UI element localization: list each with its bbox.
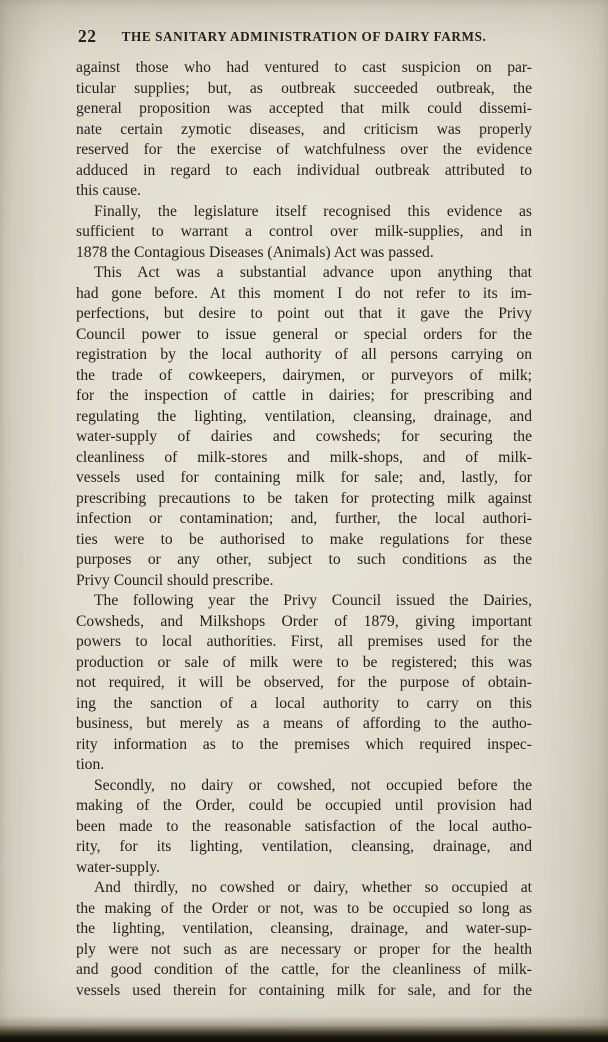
- text-line: the lighting, ventilation, cleansing, drainage, and water-sup-: [76, 920, 532, 937]
- text-line: perfections, but desire to point out that it gave the Privy: [76, 305, 532, 322]
- text-line: and good condition of the cattle, for the cleanliness of milk-: [76, 961, 532, 978]
- text-line: ticular supplies; but, as outbreak succeeded outbreak, the: [76, 79, 532, 97]
- text-line: for the inspection of cattle in dairies; for prescribing and: [76, 387, 532, 404]
- text-line: Finally, the legislature itself recognised this evidence as: [94, 202, 532, 220]
- text-line: Privy Council should prescribe.: [76, 571, 274, 589]
- text-line: not required, it will be observed, for the purpose of obtain-: [76, 674, 532, 691]
- text-line: vessels used for containing milk for sale; and, lastly, for: [76, 469, 532, 486]
- text-line: business, but merely as a means of affording to the autho-: [76, 715, 532, 732]
- text-line: production or sale of milk were to be registered; this was: [76, 653, 532, 671]
- text-line: ply were not such as are necessary or proper for the health: [76, 940, 532, 958]
- text-line: adduced in regard to each individual outbreak attributed to: [76, 161, 532, 179]
- text-line: infection or contamination; and, further, the local authori-: [76, 510, 532, 527]
- text-line: water-supply of dairies and cowsheds; for securing the: [76, 428, 532, 445]
- text-line: And thirdly, no cowshed or dairy, whether so occupied at: [94, 879, 532, 896]
- page-number: 22: [78, 26, 97, 46]
- text-line: Secondly, no dairy or cowshed, not occupied before the: [94, 776, 532, 794]
- running-title: THE SANITARY ADMINISTRATION OF DAIRY FARMS.: [121, 29, 487, 44]
- text-line: the trade of cowkeepers, dairymen, or purveyors of milk;: [76, 366, 532, 384]
- text-line: This Act was a substantial advance upon anything that: [94, 264, 532, 281]
- text-line: against those who had ventured to cast suspicion on par-: [76, 59, 532, 76]
- text-line: Cowsheds, and Milkshops Order of 1879, giving important: [76, 612, 532, 630]
- text-line: making of the Order, could be occupied until provision had: [76, 797, 532, 814]
- text-line: been made to the reasonable satisfaction of the local autho-: [76, 817, 532, 835]
- text-line: regulating the lighting, ventilation, cleansing, drainage, and: [76, 407, 532, 425]
- page-bottom-edge: [0, 1016, 608, 1042]
- page-body: [76, 58, 532, 1001]
- text-line: Council power to issue general or special orders for the: [76, 325, 532, 343]
- text-line: The following year the Privy Council issued the Dairies,: [94, 592, 532, 609]
- text-line: cleanliness of milk-stores and milk-shops, and of milk-: [76, 448, 532, 466]
- text-line: rity information as to the premises which required inspec-: [76, 735, 532, 753]
- text-line: tion.: [76, 756, 105, 773]
- text-line: general proposition was accepted that milk could dissemi-: [76, 100, 532, 117]
- text-line: water-supply.: [76, 858, 160, 876]
- text-line: prescribing precautions to be taken for protecting milk against: [76, 489, 532, 507]
- text-line: this cause.: [76, 182, 141, 199]
- text-line: reserved for the exercise of watchfulness over the evidence: [76, 141, 532, 158]
- text-line: purposes or any other, subject to such conditions as the: [76, 551, 532, 568]
- text-line: powers to local authorities. First, all premises used for the: [76, 633, 532, 650]
- text-line: registration by the local authority of all persons carrying on: [76, 346, 532, 363]
- text-line: the making of the Order or not, was to be occupied so long as: [76, 899, 532, 917]
- text-line: nate certain zymotic diseases, and criticism was properly: [76, 120, 532, 138]
- text-line: ties were to be authorised to make regulations for these: [76, 530, 532, 548]
- text-line: had gone before. At this moment I do not refer to its im-: [76, 284, 532, 302]
- text-line: sufficient to warrant a control over milk-supplies, and in: [76, 223, 532, 240]
- text-line: ing the sanction of a local authority to carry on this: [76, 694, 532, 712]
- text-line: 1878 the Contagious Diseases (Animals) Act was passed.: [76, 243, 434, 261]
- page-header: [76, 26, 532, 48]
- text-line: rity, for its lighting, ventilation, cleansing, drainage, and: [76, 838, 532, 855]
- text-line: vessels used therein for containing milk for sale, and for the: [76, 981, 532, 999]
